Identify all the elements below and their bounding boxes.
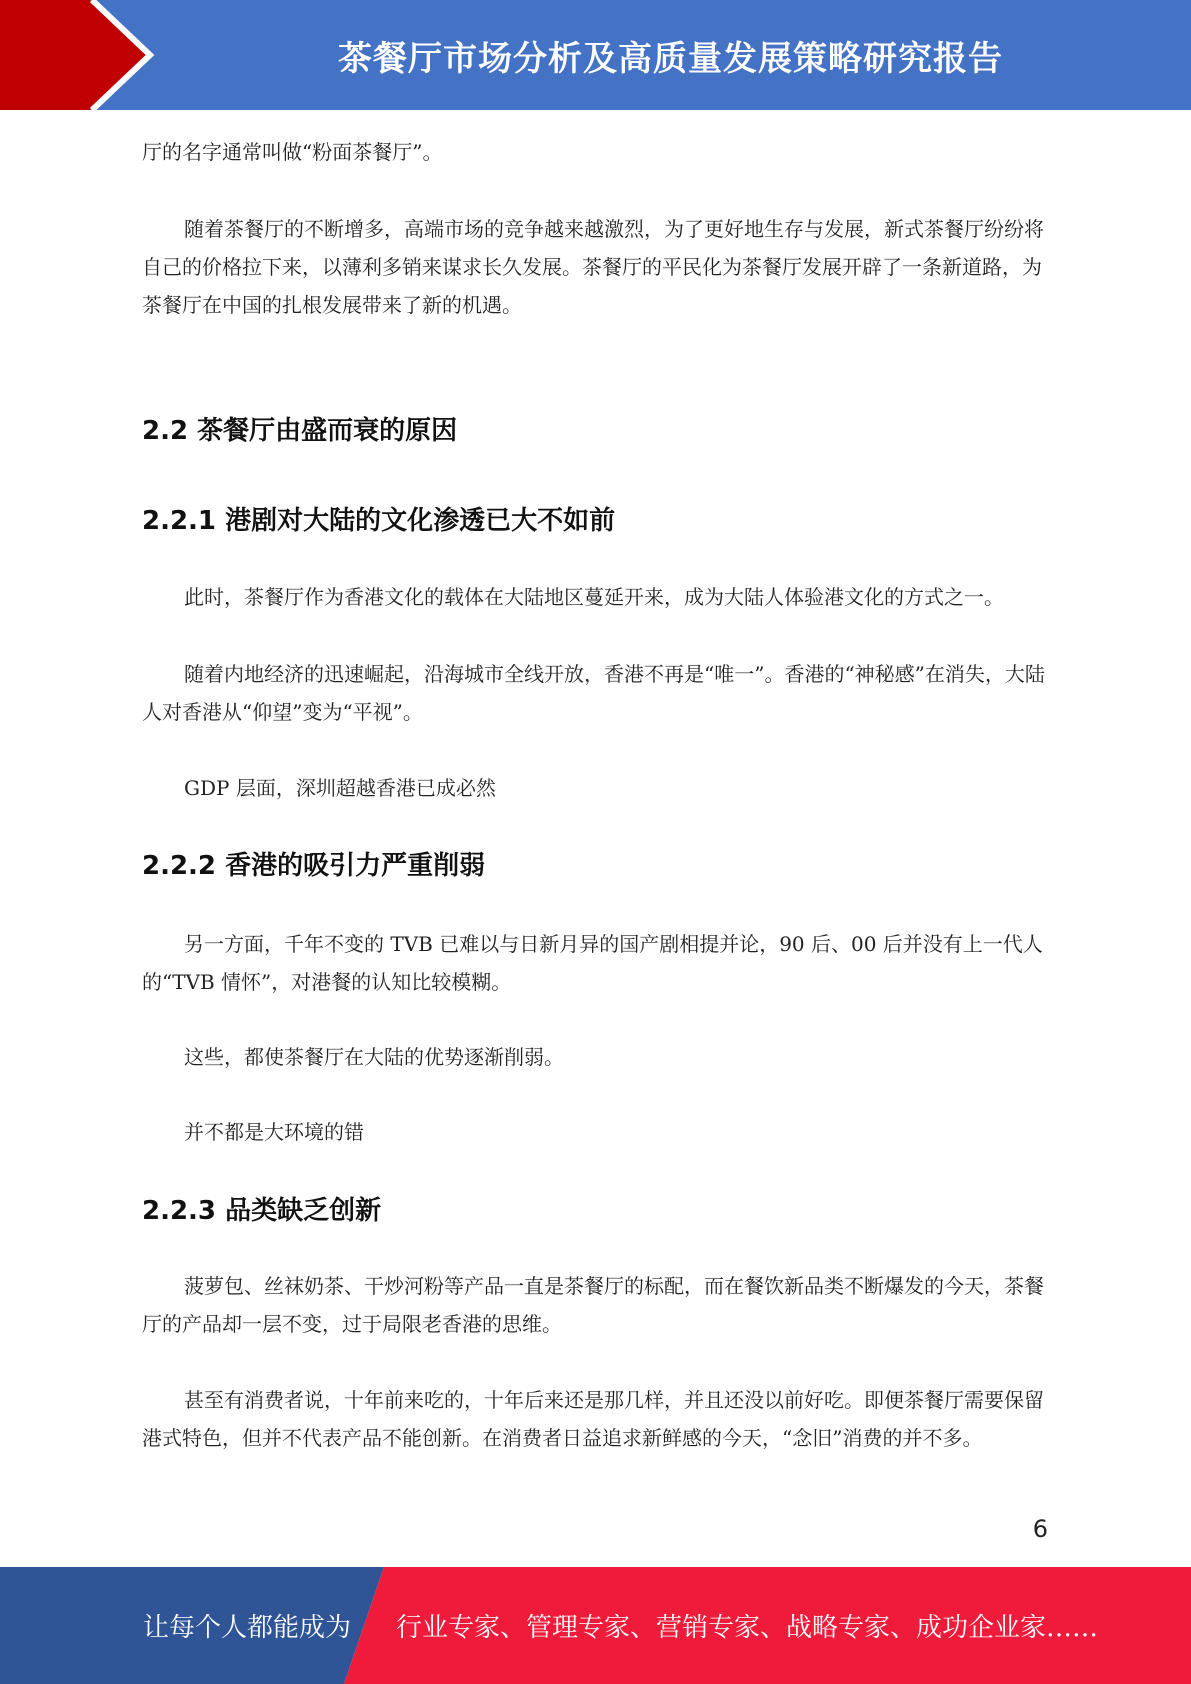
paragraph: 这些，都使茶餐厅在大陆的优势逐渐削弱。 — [184, 1045, 564, 1069]
paragraph: 此时，茶餐厅作为香港文化的载体在大陆地区蔓延开来，成为大陆人体验港文化的方式之一。 — [184, 585, 1004, 609]
page-header — [0, 0, 1191, 110]
section-heading-2-2-3: 2.2.3 品类缺乏创新 — [142, 1196, 382, 1226]
paragraph: 厅的名字通常叫做“粉面茶餐厅”。 — [142, 140, 443, 164]
paragraph: GDP 层面，深圳超越香港已成必然 — [184, 776, 496, 800]
paragraph: 菠萝包、丝袜奶茶、干炒河粉等产品一直是茶餐厅的标配，而在餐饮新品类不断爆发的今天，茶餐厅的产品却一层不变，过于局限老香港的思维。 — [142, 1274, 1044, 1336]
paragraph: 另一方面，千年不变的 TVB 已难以与日新月异的国产剧相提并论，90 后、00 后并没有上一代人的“TVB 情怀”，对港餐的认知比较模糊。 — [142, 932, 1043, 994]
section-heading-2-2-2: 2.2.2 香港的吸引力严重削弱 — [142, 851, 486, 881]
section-heading-2-2-1: 2.2.1 港剧对大陆的文化渗透已大不如前 — [142, 506, 616, 536]
section-heading-2-2: 2.2 茶餐厅由盛而衰的原因 — [142, 416, 458, 446]
page-footer — [0, 1567, 1191, 1684]
header-arrow-icon — [0, 0, 160, 110]
paragraph: 随着内地经济的迅速崛起，沿海城市全线开放，香港不再是“唯一”。香港的“神秘感”在消失，大陆人对香港从“仰望”变为“平视”。 — [142, 662, 1045, 724]
paragraph: 甚至有消费者说，十年前来吃的，十年后来还是那几样，并且还没以前好吃。即便茶餐厅需要保留港式特色，但并不代表产品不能创新。在消费者日益追求新鲜感的今天，“念旧”消费的并不多。 — [142, 1388, 1044, 1450]
paragraph: 随着茶餐厅的不断增多，高端市场的竞争越来越激烈，为了更好地生存与发展，新式茶餐厅纷纷将自己的价格拉下来，以薄利多销来谋求长久发展。茶餐厅的平民化为茶餐厅发展开辟了一条新道路，为茶餐厅在中国的扎根发展带来了新的机遇。 — [142, 217, 1044, 317]
report-title: 茶餐厅市场分析及高质量发展策略研究报告 — [338, 38, 1003, 79]
footer-slogan-right: 行业专家、管理专家、营销专家、战略专家、成功企业家…… — [396, 1613, 1099, 1643]
page-number: 6 — [1032, 1515, 1048, 1543]
footer-slogan-left: 让每个人都能成为 — [143, 1613, 352, 1643]
paragraph: 并不都是大环境的错 — [184, 1120, 364, 1144]
